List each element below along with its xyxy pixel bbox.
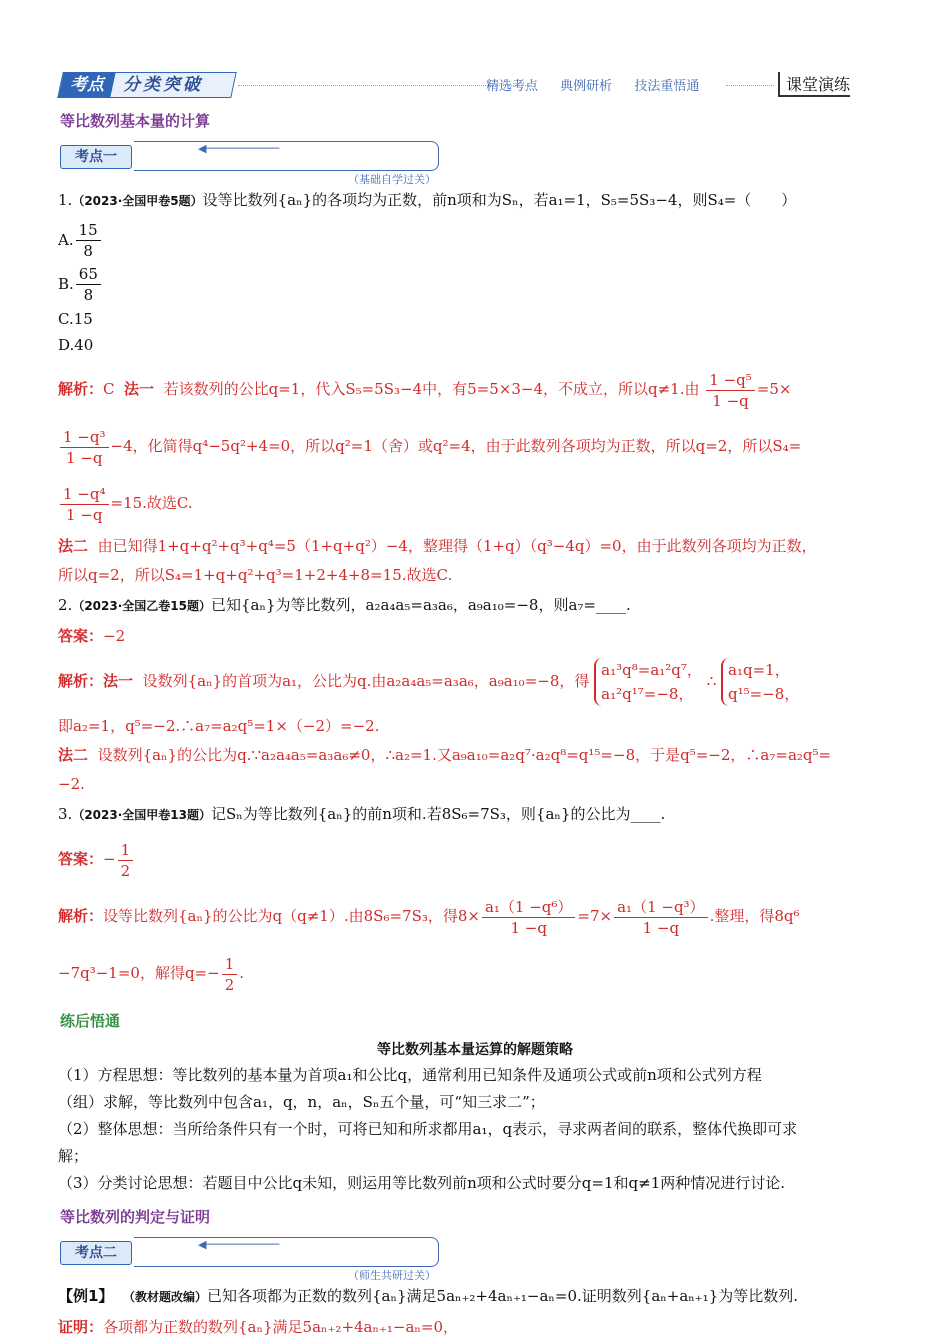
question-number: 3. [58,805,73,823]
answer-2 [58,623,892,649]
section-title: 等比数列的判定与证明 [60,1208,211,1226]
numerator: 1 −q³ [60,427,109,448]
equation-row: a₁q=1， [728,661,790,679]
equation-row: a₁²q¹⁷=−8， [601,685,694,703]
solution-text: 由已知得1+q+q²+q³+q⁴=5（1+q+q²）−4，整理得（1+q）（q³−4q）=0，由于此数列各项均为正数， [97,537,817,555]
question-text: 记Sₙ为等比数列{aₙ}的前n项和.若8S₆=7S₃，则{aₙ}的公比为____. [210,805,666,823]
answer-label: 答案： [58,627,104,645]
strategy-item: （3）分类讨论思想：若题目中公比q未知，则运用等比数列前n项和公式时要分q=1和q≠1两种情况进行讨论. [58,1174,786,1192]
method-label: 法一 [124,380,155,398]
solution-text: =7× [577,907,613,925]
answer-value: −2 [103,627,126,645]
solution-text: .整理，得8q⁶ [709,907,800,925]
topic-bracket [134,141,439,171]
page [58,68,892,1343]
strategy-list [58,1063,892,1196]
denominator: 1 −q [66,505,103,524]
solution-text: 设等比数列{aₙ}的公比为q（q≠1）.由8S₆=7S₃，得8× [103,907,480,925]
choice-c: C.15 [58,310,93,328]
question-2 [58,594,892,617]
equation-system [594,658,702,706]
solution-line [58,362,892,416]
equation-row: q¹⁵=−8， [728,685,800,703]
equation-row: a₁³q⁸=a₁²q⁷， [601,661,702,679]
choices [58,218,892,358]
numerator: 1 [118,840,134,861]
solution-line [58,476,892,530]
topic-bracket [134,1237,439,1267]
choice-d: D.40 [58,336,94,354]
question-3 [58,803,892,826]
banner-divider [726,85,774,86]
practice-title: 练后悟通 [60,1012,121,1030]
solution-line: 即a₂=1，q⁵=−2.∴a₇=a₂q⁵=1×（−2）=−2. [58,717,380,735]
solution-2 [58,652,892,797]
topic-label: 考点一 [60,145,132,169]
question-source: （2023·全国甲卷5题） [72,194,203,208]
solution-text: =5× [756,380,792,398]
example-1 [58,1285,892,1308]
solution-3 [58,889,892,1000]
proof-label: 证明： [58,1318,104,1336]
solution-label: 解析： [58,907,104,925]
solution-line: 所以q=2，所以S₄=1+q+q²+q³=1+2+4+8=15.故选C. [58,566,453,584]
banner-tag-left: 考点 [70,75,104,95]
solution-line [58,889,892,943]
banner-tag-right: 分类突破 [123,75,203,95]
section-banner [58,68,892,100]
question-text: 设等比数列{aₙ}的各项均为正数，前n项和为Sₙ，若a₁=1，S₅=5S₃−4，则S₄=（ ） [202,191,797,209]
question-1 [58,189,892,212]
numerator: 1 −q⁵ [706,370,755,391]
solution-line [58,652,892,710]
fraction [222,954,238,995]
strategy-item: 解； [58,1147,89,1165]
strategy-item: （1）方程思想：等比数列的基本量为首项a₁和公比q，通常利用已知条件及通项公式或前n项和公式列方程 [58,1066,762,1084]
fraction [614,897,707,938]
numerator: 15 [76,220,101,241]
proof [58,1314,892,1340]
solution-line [58,742,892,768]
answer-3 [58,832,892,886]
proof-text: 各项都为正数的数列{aₙ}满足5aₙ₊₂+4aₙ₊₁−aₙ=0， [103,1318,459,1336]
banner-end-label: 课堂演练 [778,72,850,97]
choice-b [58,262,554,306]
solution-text: =15.故选C. [110,494,193,512]
fraction [706,370,755,411]
banner-tag [57,72,237,98]
strategy-item: （组）求解，等比数列中包含a₁，q，n，aₙ，Sₙ五个量，可“知三求二”； [58,1093,545,1111]
solution-line [58,946,892,1000]
solution-text: 设数列{aₙ}的首项为a₁，公比为q.由a₂a₄a₅=a₃a₆，a₉a₁₀=−8，得 [142,672,590,690]
numerator: 65 [76,264,101,285]
topic-sub: （师生共研过关） [348,1269,436,1282]
banner-nav-item: 技法重悟通 [634,79,700,94]
topic-sub: （基础自学过关） [348,173,436,186]
section-title: 等比数列基本量的计算 [60,112,211,130]
denominator: 8 [83,241,93,260]
numerator: a₁（1 −q³） [614,897,707,918]
numerator: 1 −q⁴ [60,484,109,505]
choice-a [58,218,554,262]
banner-nav [486,75,717,94]
arrow-icon: ◀─────────── [198,142,280,155]
fraction [76,264,101,305]
question-number: 1. [58,191,73,209]
topic-header [58,1237,892,1282]
solution-text: −7q³−1=0，解得q=− [58,964,220,982]
answer-label: 答案： [58,850,104,868]
example-source: （教材题改编） [122,1290,207,1304]
answer-sign: − [103,850,116,868]
choice-label: B. [58,275,74,293]
denominator: 1 −q [642,918,680,937]
answer: C [103,380,115,398]
solution-line: −2. [58,775,85,793]
method-label: 法二 [58,537,89,555]
denominator: 2 [120,861,131,880]
arrow-icon: ◀─────────── [198,1238,280,1251]
therefore-symbol: ∴ [706,672,717,690]
solution-text: . [239,964,245,982]
denominator: 8 [83,285,94,304]
fraction [76,220,101,261]
denominator: 1 −q [712,391,749,410]
question-source: （2023·全国乙卷15题） [72,599,211,613]
solution-text: −4，化简得q⁴−5q²+4=0，所以q²=1（舍）或q²=4，由于此数列各项均为正数，所以q=2，所以S₄= [110,437,802,455]
fraction [60,484,109,525]
solution-text: 设数列{aₙ}的公比为q.∵a₂a₄a₅=a₃a₆≠0，∴a₂=1.又a₉a₁₀=a₂q⁷·a₂q⁸=q¹⁵=−8，于是q⁵=−2，∴a₇=a₂q⁵= [97,746,832,764]
denominator: 2 [224,975,235,994]
solution-1 [58,362,892,588]
denominator: 1 −q [66,448,103,467]
solution-label: 解析： [58,672,104,690]
fraction [118,840,134,881]
fraction [60,427,109,468]
numerator: a₁（1 −q⁶） [482,897,575,918]
topic-header [58,141,892,186]
fraction [482,897,575,938]
numerator: 1 [222,954,238,975]
method-label: 法一 [103,672,134,690]
strategy-heading: 等比数列基本量运算的解题策略 [377,1042,573,1058]
choice-label: A. [58,231,74,249]
denominator: 1 −q [510,918,547,937]
example-label: 【例1】 [58,1287,114,1305]
banner-nav-item: 精选考点 [486,79,539,94]
solution-text: 若该数列的公比q=1，代入S₅=5S₃−4中，有5=5×3−4，不成立，所以q≠1.由 [163,380,700,398]
question-number: 2. [58,596,73,614]
topic-label: 考点二 [60,1241,132,1265]
banner-nav-item: 典例研析 [560,79,613,94]
question-text: 已知{aₙ}为等比数列，a₂a₄a₅=a₃a₆，a₉a₁₀=−8，则a₇=____. [210,596,631,614]
equation-system [721,658,799,706]
solution-line [58,533,892,559]
example-text: 已知各项都为正数的数列{aₙ}满足5aₙ₊₂+4aₙ₊₁−aₙ=0.证明数列{aₙ+aₙ₊₁}为等比数列. [207,1287,799,1305]
question-source: （2023·全国甲卷13题） [72,808,211,822]
strategy-item: （2）整体思想：当所给条件只有一个时，可将已知和所求都用a₁，q表示，寻求两者间的联系，整体代换即可求 [58,1120,798,1138]
method-label: 法二 [58,746,89,764]
solution-label: 解析： [58,380,104,398]
solution-line [58,419,892,473]
